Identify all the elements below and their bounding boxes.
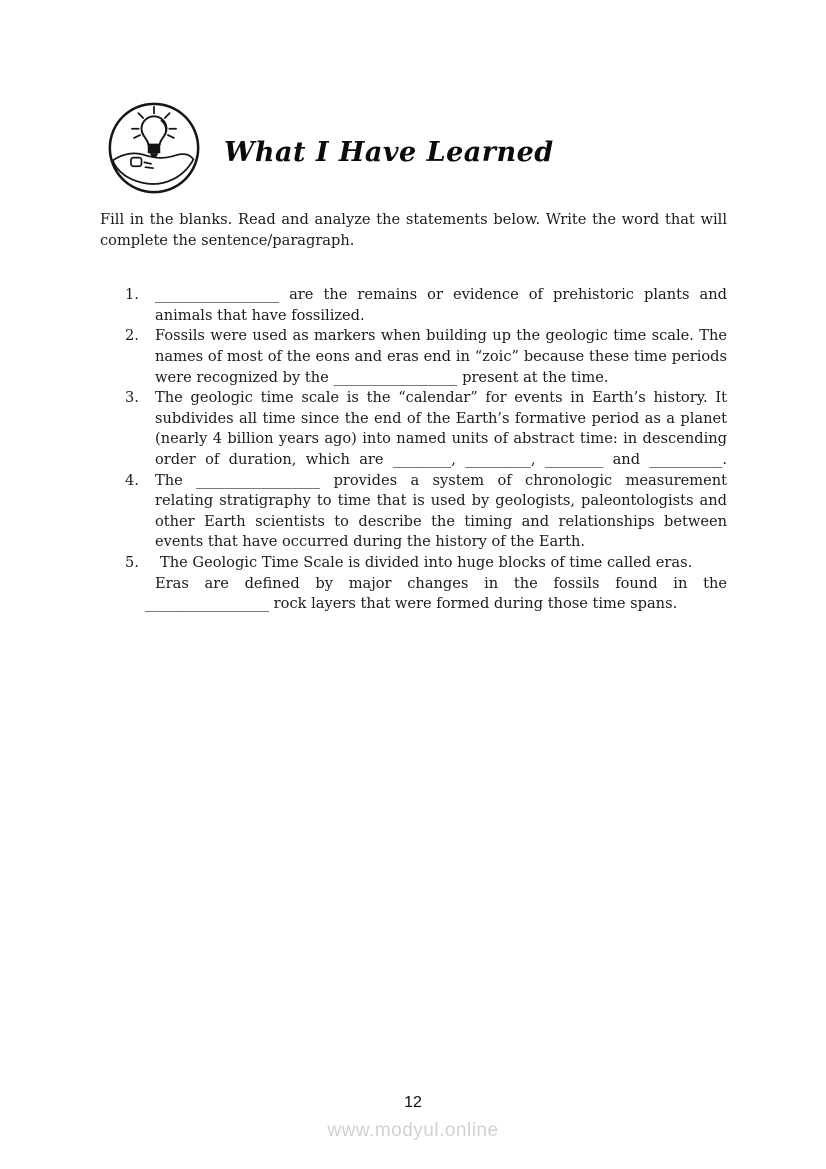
question-item-2	[125, 326, 727, 388]
question-item-4	[125, 471, 727, 553]
question-number: 4.	[125, 471, 139, 489]
question-line: relating stratigraphy to time that is used by geologists, paleontologists and	[155, 492, 727, 510]
question-number: 3.	[125, 389, 139, 407]
question-text	[155, 388, 727, 470]
question-number: 1.	[125, 286, 139, 304]
question-item-3	[125, 388, 727, 470]
page-title: What I Have Learned	[224, 136, 554, 168]
question-text	[155, 471, 727, 553]
question-text	[155, 285, 727, 326]
instructions-line: Fill in the blanks. Read and analyze the statements below. Write the word that will	[100, 211, 727, 228]
question-number: 5.	[125, 553, 139, 571]
question-list	[125, 285, 727, 615]
instructions	[100, 210, 727, 251]
question-line: order of duration, which are ________, _________, ________ and __________.	[155, 450, 727, 468]
question-item-5	[125, 553, 727, 615]
question-text	[155, 326, 727, 388]
question-line: _________________ are the remains or evidence of prehistoric plants and	[155, 286, 727, 304]
question-line: (nearly 4 billion years ago) into named units of abstract time: in descending	[155, 430, 727, 448]
question-line: The Geologic Time Scale is divided into huge blocks of time called eras.	[160, 553, 693, 571]
question-line: subdivides all time since the end of the Earth’s formative period as a planet	[155, 409, 727, 427]
question-line: The _________________ provides a system of chronologic measurement	[155, 471, 727, 489]
question-line: other Earth scientists to describe the timing and relationships between	[155, 512, 727, 530]
watermark: www.modyul.online	[327, 1120, 499, 1141]
question-line: Eras are defined by major changes in the fossils found in the	[155, 574, 727, 592]
instructions-line: complete the sentence/paragraph.	[100, 231, 355, 249]
question-line: The geologic time scale is the “calendar” for events in Earth’s history. It	[155, 389, 727, 407]
question-item-1	[125, 285, 727, 326]
section-header	[106, 100, 826, 196]
page-number: 12	[404, 1094, 422, 1111]
question-line: names of most of the eons and eras end in “zoic” because these time periods	[155, 347, 727, 365]
question-number: 2.	[125, 327, 139, 345]
question-line: were recognized by the _________________ present at the time.	[155, 368, 609, 386]
question-line: animals that have fossilized.	[155, 306, 365, 324]
question-text	[145, 553, 727, 615]
question-line: _________________ rock layers that were formed during those time spans.	[145, 595, 678, 613]
question-line: Fossils were used as markers when building up the geologic time scale. The	[155, 327, 727, 345]
lightbulb-in-hand-icon	[106, 100, 202, 196]
question-line: events that have occurred during the history of the Earth.	[155, 533, 586, 551]
